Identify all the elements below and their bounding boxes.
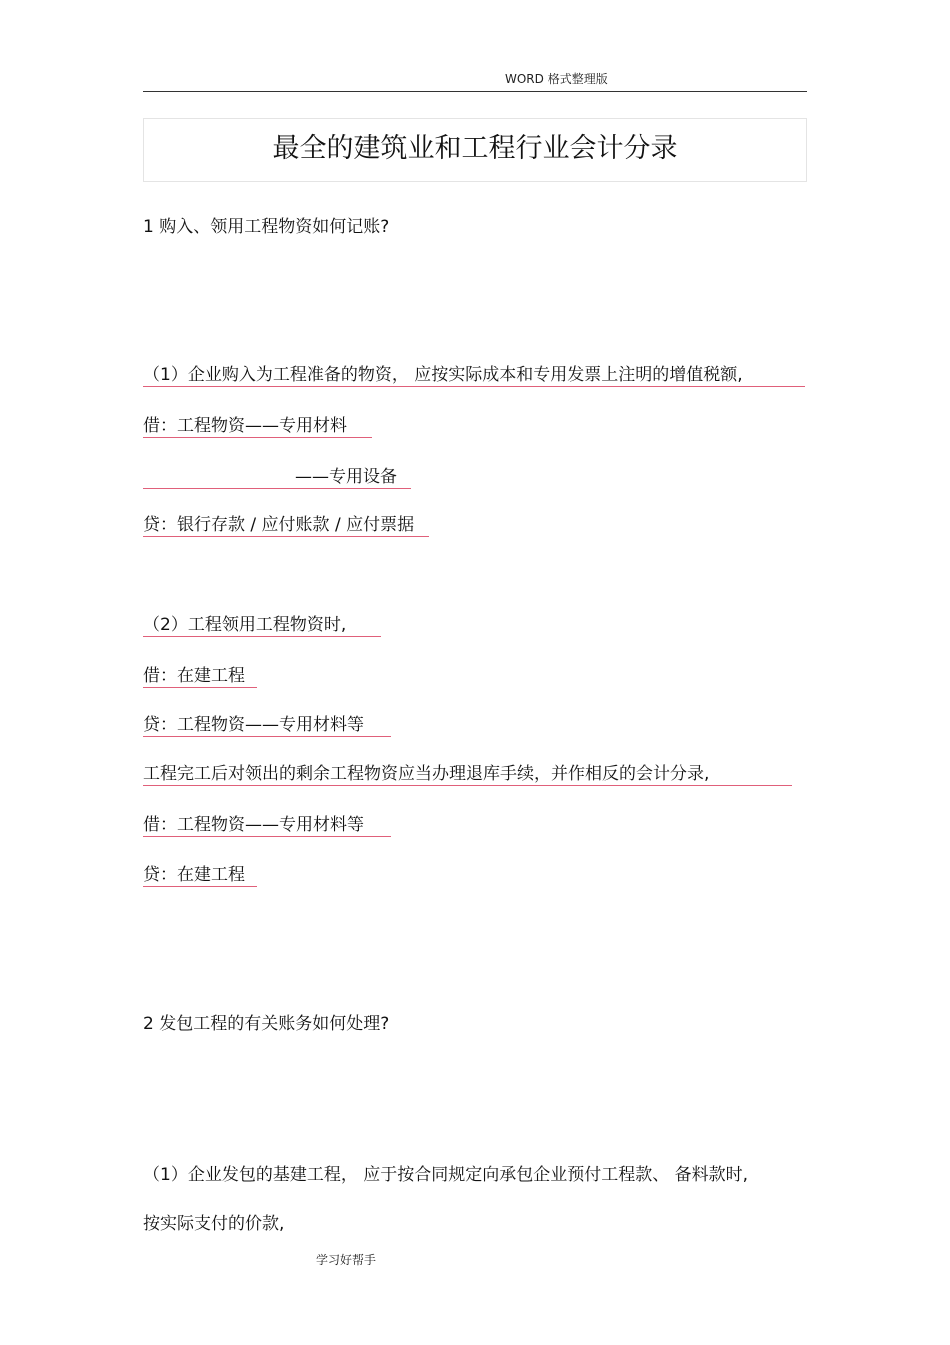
paragraph-1-1: （1）企业购入为工程准备的物资， 应按实际成本和专用发票上注明的增值税额, [143, 360, 805, 387]
debit-line: 借：在建工程 [143, 661, 257, 688]
paragraph-2-1-continued: 按实际支付的价款, [143, 1214, 285, 1234]
paragraph-2-1: （1）企业发包的基建工程， 应于按合同规定向承包企业预付工程款、 备料款时, [143, 1165, 749, 1185]
section-heading-1: 1 购入、领用工程物资如何记账? [143, 217, 390, 237]
header-divider [143, 91, 807, 92]
credit-line: 贷：工程物资——专用材料等 [143, 710, 391, 737]
page-footer-text: 学习好帮手 [316, 1253, 377, 1267]
document-title: 最全的建筑业和工程行业会计分录 [272, 133, 678, 164]
paragraph-1-2: （2）工程领用工程物资时, [143, 610, 381, 637]
paragraph-return-materials: 工程完工后对领出的剩余工程物资应当办理退库手续，并作相反的会计分录, [143, 759, 792, 786]
debit-line-equipment-text: ——专用设备 [295, 467, 397, 487]
credit-line: 贷：银行存款 / 应付账款 / 应付票据 [143, 510, 429, 537]
section-heading-2: 2 发包工程的有关账务如何处理? [143, 1014, 390, 1034]
debit-line: 借：工程物资——专用材料等 [143, 810, 391, 837]
debit-line: 借：工程物资——专用材料 [143, 411, 372, 438]
credit-line: 贷：在建工程 [143, 860, 257, 887]
debit-line-equipment [143, 462, 411, 489]
page-header-text: WORD 格式整理版 [505, 72, 608, 86]
